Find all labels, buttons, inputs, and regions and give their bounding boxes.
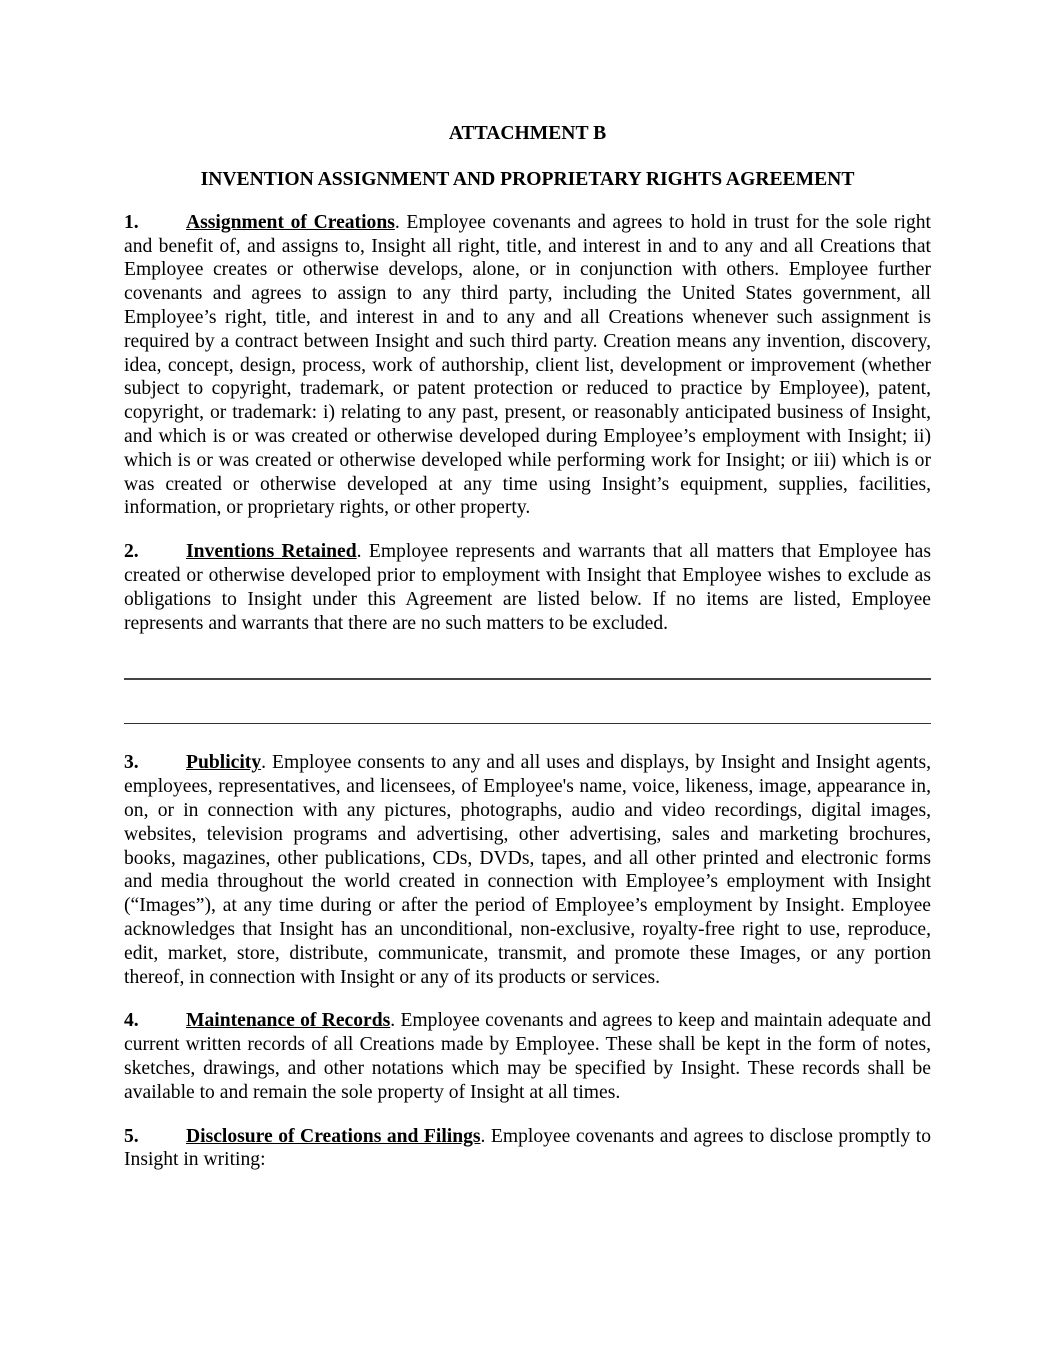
section-heading: Assignment of Creations: [186, 211, 395, 233]
section-number: 5.: [124, 1125, 139, 1147]
section-heading: Disclosure of Creations and Filings: [186, 1125, 481, 1147]
section-number: 4.: [124, 1010, 139, 1032]
section-disclosure-of-creations: [124, 1125, 931, 1173]
section-heading: Maintenance of Records: [186, 1010, 391, 1032]
section-body: . Employee consents to any and all uses and displays, by Insight and Insight agents, employees, representatives, and licensees, of Employee's name, voice, likeness, image, appearance in, on, or in connection with any pictures, photographs, audio and video recordings, digital images, websites, television programs and advertising, other advertising, sales and marketing brochures, books, magazines, other publications, CDs, DVDs, tapes, and all other printed and electronic forms and media throughout the world created in connection with Employee’s employment with Insight (“Images”), at any time during or after the period of Employee’s employment by Insight. Employee acknowledges that Insight has an unconditional, non-exclusive, royalty-free right to use, reproduce, edit, market, store, distribute, communicate, transmit, and promote these Images, or any portion thereof, in connection with Insight or any of its products or services.: [124, 752, 931, 988]
section-heading: Publicity: [186, 752, 262, 774]
inventions-blank-line-1: [124, 678, 931, 680]
section-assignment-of-creations: [124, 211, 931, 520]
section-inventions-retained: [124, 540, 931, 635]
section-publicity: [124, 751, 931, 989]
section-body: . Employee covenants and agrees to hold in trust for the sole right and benefit of, and assigns to, Insight all right, title, and interest in and to any and all Creations that Employee creates or otherwise develops, alone, or in conjunction with others. Employee further covenants and agrees to assign to any third party, including the United States government, all Employee’s right, title, and interest in and to any and all Creations whenever such assignment is required by a contract between Insight and such third party. Creation means any invention, discovery, idea, concept, design, process, work of authorship, client list, development or improvement (whether subject to copyright, trademark, or patent protection or reduced to practice by Employee), patent, copyright, or trademark: i) relating to any past, present, or reasonably anticipated business of Insight, and which is or was created or otherwise developed during Employee’s employment with Insight; ii) which is or was created or otherwise developed while performing work for Insight; or iii) which is or was created or otherwise developed at any time using Insight’s equipment, supplies, facilities, information, or proprietary rights, or other property.: [124, 211, 932, 519]
section-body: . Employee covenants and agrees to disclose promptly to Insight in writing:: [124, 1125, 931, 1171]
section-number: 2.: [124, 541, 139, 563]
attachment-title: ATTACHMENT B: [448, 123, 607, 144]
section-number: 3.: [124, 752, 139, 774]
section-body: . Employee covenants and agrees to keep and maintain adequate and current written records of all Creations made by Employee. These shall be kept in the form of notes, sketches, drawings, and other notations which may be specified by Insight. These records shall be available to and remain the sole property of Insight at all times.: [124, 1010, 931, 1103]
agreement-title: INVENTION ASSIGNMENT AND PROPRIETARY RIGHTS AGREEMENT: [200, 169, 855, 190]
section-maintenance-of-records: [124, 1009, 931, 1104]
section-body: . Employee represents and warrants that all matters that Employee has created or otherwise developed prior to employment with Insight that Employee wishes to exclude as obligations to Insight under this Agreement are listed below. If no items are listed, Employee represents and warrants that there are no such matters to be excluded.: [124, 541, 932, 634]
section-heading: Inventions Retained: [186, 541, 357, 563]
inventions-blank-line-2: [124, 723, 931, 724]
document-page: [124, 122, 931, 1172]
section-number: 1.: [124, 211, 139, 233]
